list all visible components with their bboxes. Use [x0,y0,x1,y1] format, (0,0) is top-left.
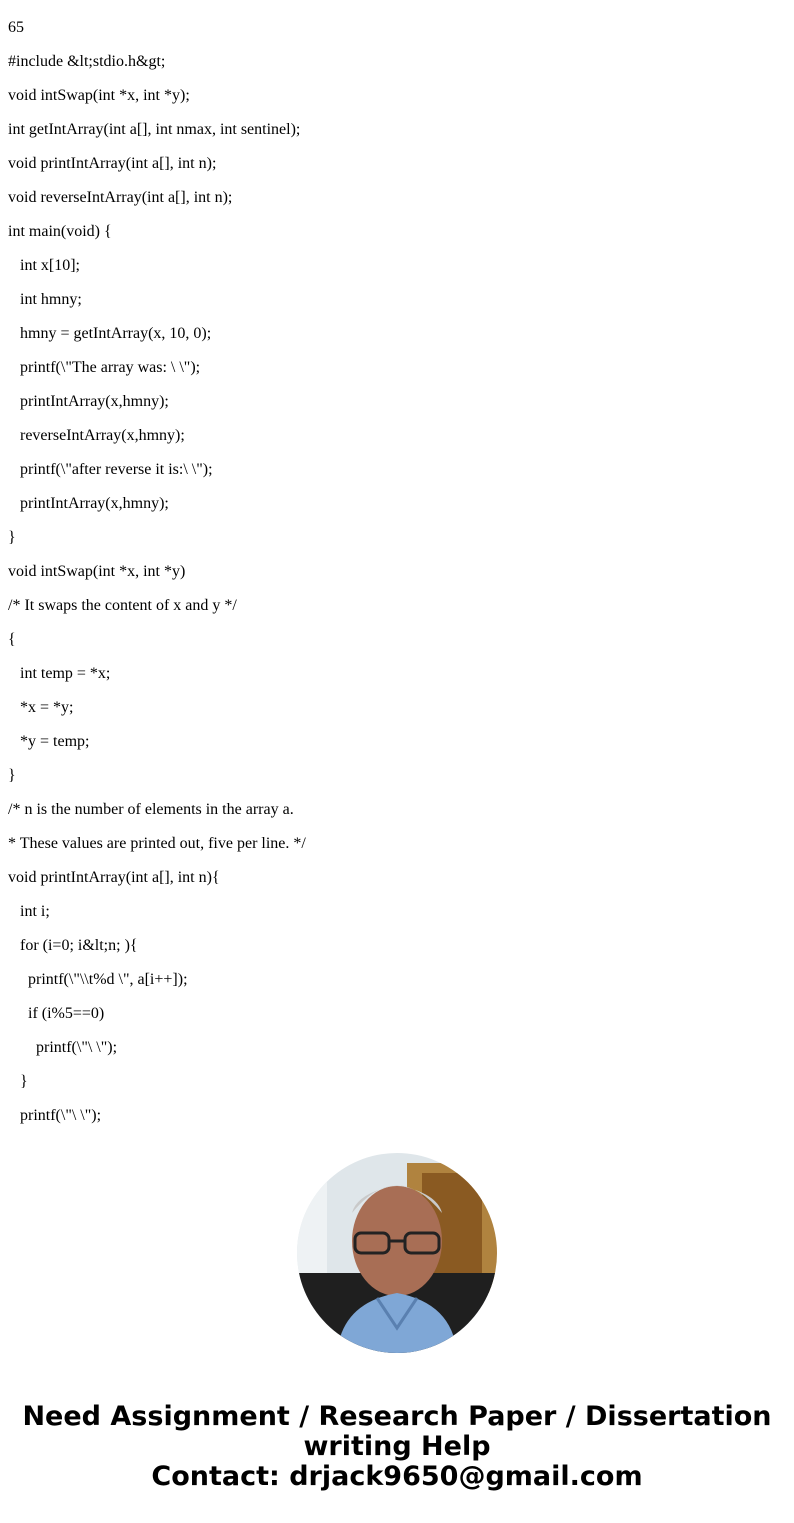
footer-line-2: writing Help [303,1431,491,1462]
code-line: /* It swaps the content of x and y */ [8,597,237,614]
code-line: printf(\"The array was: \ \"); [20,359,201,376]
code-line: int i; [20,903,50,920]
code-line: printf(\"\ \"); [36,1039,118,1056]
code-line: { [8,631,16,648]
code-line: int main(void) { [8,223,112,240]
footer-line-3: Contact: drjack9650@gmail.com [151,1461,643,1492]
code-line: hmny = getIntArray(x, 10, 0); [20,325,212,342]
code-line: int getIntArray(int a[], int nmax, int sentinel); [8,121,301,138]
code-line: printf(\"\ \"); [20,1107,102,1124]
code-line: int temp = *x; [20,665,111,682]
code-line: 65 [8,19,24,36]
author-photo-icon [297,1153,497,1353]
code-line: void intSwap(int *x, int *y) [8,563,186,580]
code-line: if (i%5==0) [28,1005,105,1022]
footer-ad [0,1402,794,1492]
code-line: void printIntArray(int a[], int n){ [8,869,220,886]
code-line: for (i=0; i&lt;n; ){ [20,937,138,954]
code-line: void reverseIntArray(int a[], int n); [8,189,233,206]
code-line: /* n is the number of elements in the array a. [8,801,294,818]
code-line: printIntArray(x,hmny); [20,393,169,410]
code-line: printf(\"after reverse it is:\ \"); [20,461,213,478]
code-line: reverseIntArray(x,hmny); [20,427,185,444]
code-line: void printIntArray(int a[], int n); [8,155,217,172]
code-line: } [8,529,16,546]
code-line: } [20,1073,28,1090]
code-listing [8,0,768,1124]
code-line: *x = *y; [20,699,74,716]
code-line: #include &lt;stdio.h&gt; [8,53,166,70]
code-line: } [8,767,16,784]
author-avatar [297,1153,497,1353]
code-line: * These values are printed out, five per line. */ [8,835,306,852]
footer-line-1: Need Assignment / Research Paper / Dissertation [22,1401,772,1432]
code-line: printIntArray(x,hmny); [20,495,169,512]
code-line: printf(\"\\t%d \", a[i++]); [28,971,188,988]
code-line: int x[10]; [20,257,80,274]
code-line: int hmny; [20,291,82,308]
code-line: void intSwap(int *x, int *y); [8,87,190,104]
code-line: *y = temp; [20,733,90,750]
